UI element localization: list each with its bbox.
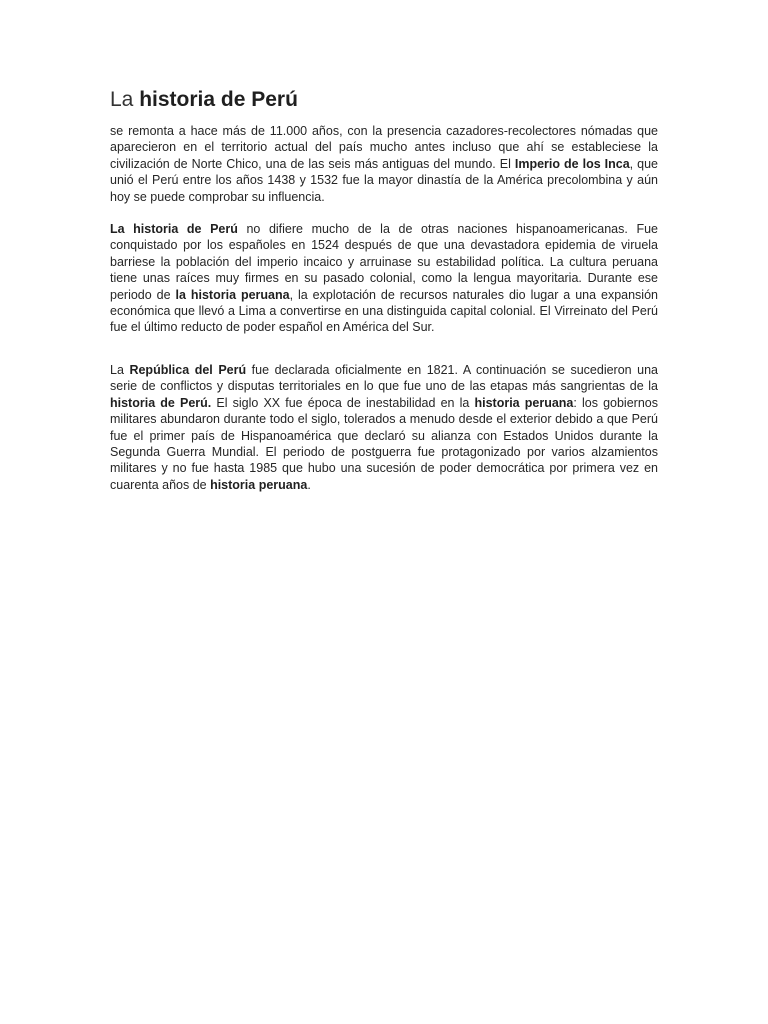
text-run-bold: República del Perú bbox=[129, 362, 247, 377]
text-run: La bbox=[110, 362, 130, 377]
text-run: fue declarada oficialmente en 1821. A continuación se sucedieron una serie de conflictos y disputas territoriales en lo que fue uno de las etapas más sangrientas de la bbox=[110, 362, 659, 394]
text-run-bold: historia peruana bbox=[210, 477, 308, 492]
title-prefix: La bbox=[110, 88, 140, 111]
text-run-bold: historia de Perú. bbox=[110, 395, 212, 410]
text-run: , que unió el Perú entre los años 1438 y 1532 fue la mayor dinastía de la América precolombina y aún hoy se puede comprobar su influencia. bbox=[110, 156, 658, 204]
paragraph-intro bbox=[110, 123, 658, 205]
text-run-bold: historia peruana bbox=[474, 395, 574, 410]
text-run: se remonta a hace más de 11.000 años, con la presencia cazadores-recolectores nómadas que aparecieron en el territorio actual del país mucho antes incluso que ahí se estableciese la civilización de Norte Chico, una de las seis más antiguas del mundo. El bbox=[110, 124, 658, 171]
text-run: , la explotación de recursos naturales dio lugar a una expansión económica que llevó a Lima a convertirse en una distinguida capital colonial. El Virreinato del Perú fue el último reducto de poder español en América del Sur. bbox=[110, 287, 658, 335]
text-run-bold: La historia de Perú bbox=[110, 222, 238, 237]
paragraph-republic bbox=[110, 362, 658, 493]
document-title bbox=[110, 86, 658, 114]
paragraph-colonial bbox=[110, 221, 658, 336]
text-run: El siglo XX fue época de inestabilidad en la bbox=[211, 395, 475, 410]
text-run-bold: Imperio de los Inca bbox=[514, 156, 630, 171]
text-run: . bbox=[307, 477, 311, 492]
text-run: : los gobiernos militares abundaron durante todo el siglo, tolerados a menudo desde el exterior debido a que Perú fue el primer país de Hispanoamérica que declaró su alianza con Estados Unidos durante la Segunda Guerra Mundial. El periodo de postguerra fue protagonizado por varios alzamientos militares y no fue hasta 1985 que hubo una sucesión de poder democrática por primera vez en cuarenta años de bbox=[110, 395, 658, 492]
document-page bbox=[110, 86, 658, 493]
title-bold: historia de Perú bbox=[139, 88, 298, 111]
text-run: no difiere mucho de la de otras naciones hispanoamericanas. Fue conquistado por los españoles en 1524 después de que una devastadora epidemia de viruela barriese la población del imperio incaico y arruinase su estabilidad política. La cultura peruana tiene unas raíces muy firmes en su pasado colonial, como la lengua mayoritaria. Durante ese periodo de bbox=[110, 222, 658, 302]
text-run-bold: la historia peruana bbox=[175, 287, 290, 302]
